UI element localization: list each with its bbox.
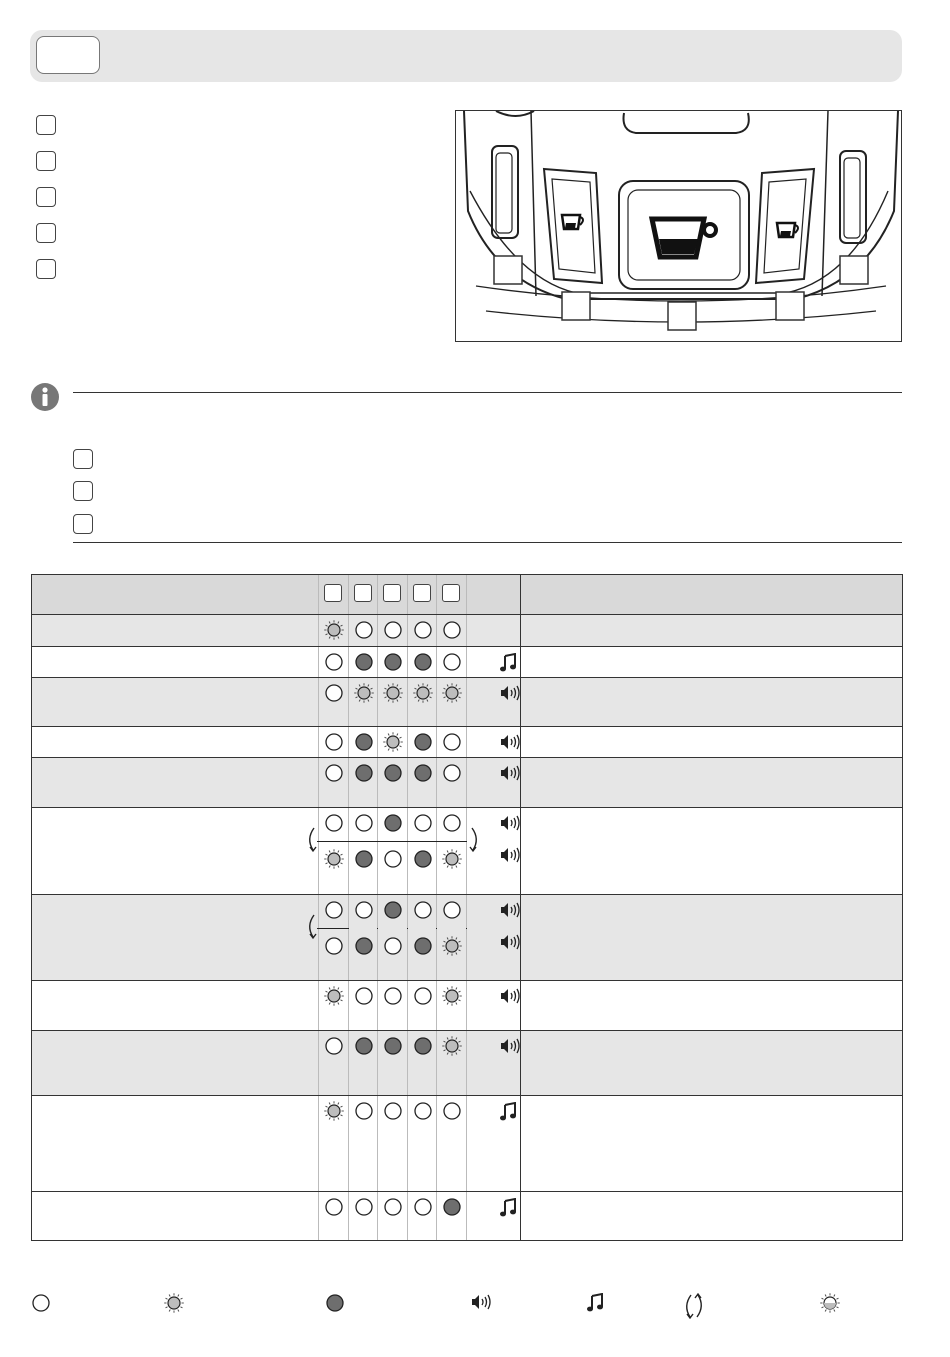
led-off-icon [324, 936, 344, 956]
led-off-icon [383, 1197, 403, 1217]
row-meaning [521, 678, 903, 727]
legend-beep [470, 1293, 492, 1316]
led-off-icon [354, 900, 374, 920]
led-cell-5 [437, 678, 467, 727]
table-row [32, 981, 903, 1031]
beep-icon [499, 684, 521, 702]
table-row [32, 1031, 903, 1096]
row-meaning [521, 758, 903, 808]
header-led-1 [319, 575, 349, 615]
info-item-box [73, 514, 93, 534]
info-item-box [73, 481, 93, 501]
legend-led-blink [164, 1293, 184, 1318]
led-cell-4 [408, 758, 437, 808]
led-off-icon [383, 986, 403, 1006]
led-off-icon [324, 652, 344, 672]
led-cell-3 [378, 1192, 408, 1241]
legend-melody [586, 1293, 604, 1318]
led-blink-icon [442, 683, 462, 703]
led-cell-5 [437, 1192, 467, 1241]
led-blink-icon [383, 732, 403, 752]
led-cell-1 [319, 758, 349, 808]
led-on-icon [354, 732, 374, 752]
led-cell-3 [378, 1031, 408, 1096]
led-off-icon [324, 683, 344, 703]
led-off-icon [354, 813, 374, 833]
beep-icon [499, 987, 521, 1005]
header-led-5 [437, 575, 467, 615]
led-cell-3 [378, 615, 408, 647]
led-blink-icon [324, 620, 344, 640]
beep-icon [499, 1037, 521, 1055]
row-state-label [32, 678, 319, 727]
led-off-icon [354, 1197, 374, 1217]
led-off-icon [442, 763, 462, 783]
sound-cell [467, 1192, 521, 1241]
led-off-icon [354, 620, 374, 640]
melody-icon [499, 653, 517, 673]
legend-led-on [325, 1293, 345, 1318]
led-cell-2 [349, 727, 378, 758]
header-led-3 [378, 575, 408, 615]
led-cell-4 [408, 1192, 437, 1241]
row-state-label [32, 1192, 319, 1241]
led-off-icon [324, 900, 344, 920]
led-off-icon [324, 732, 344, 752]
led-on-icon [413, 1036, 433, 1056]
melody-icon [499, 1102, 517, 1122]
row-state-label [32, 1031, 319, 1096]
led-cell-4 [408, 808, 437, 895]
led-cell-3 [378, 981, 408, 1031]
led-fade-icon [820, 1293, 840, 1313]
led-cell-5 [437, 1031, 467, 1096]
led-off-icon [442, 813, 462, 833]
led-cell-5 [437, 895, 467, 981]
table-row [32, 808, 903, 895]
section-number-box [36, 36, 100, 74]
led-cell-1 [319, 895, 349, 981]
row-meaning [521, 981, 903, 1031]
led-on-icon [354, 763, 374, 783]
led-off-icon [413, 900, 433, 920]
beep-icon [499, 814, 521, 832]
led-off-icon [324, 1036, 344, 1056]
row-meaning [521, 895, 903, 981]
led-cell-3 [378, 808, 408, 895]
led-on-icon [413, 849, 433, 869]
row-state-label [32, 808, 319, 895]
led-off-icon [383, 849, 403, 869]
legend-led-fade [820, 1293, 840, 1318]
led-cell-2 [349, 615, 378, 647]
led-cell-2 [349, 981, 378, 1031]
sound-cell [467, 808, 521, 895]
row-meaning [521, 615, 903, 647]
row-meaning [521, 647, 903, 678]
led-blink-icon [324, 1101, 344, 1121]
row-state-label [32, 981, 319, 1031]
led-off-icon [442, 652, 462, 672]
led-on-icon [413, 732, 433, 752]
led-cell-4 [408, 678, 437, 727]
led-cell-2 [349, 647, 378, 678]
led-off-icon [413, 1101, 433, 1121]
led-cell-4 [408, 981, 437, 1031]
led-cell-2 [349, 1192, 378, 1241]
led-off-icon [442, 900, 462, 920]
led-cell-5 [437, 1096, 467, 1192]
led-cell-1 [319, 647, 349, 678]
legend-led-off [31, 1293, 51, 1318]
sound-cell [467, 895, 521, 981]
led-cell-1 [319, 981, 349, 1031]
beep-icon [499, 846, 521, 864]
led-off-icon [442, 620, 462, 640]
led-blink-icon [164, 1293, 184, 1313]
table-row [32, 1192, 903, 1241]
led-blink-icon [442, 936, 462, 956]
header-led-4 [408, 575, 437, 615]
beep-icon [470, 1293, 492, 1311]
table-row [32, 678, 903, 727]
led-off-icon [413, 813, 433, 833]
info-item-box [73, 449, 93, 469]
led-on-icon [354, 849, 374, 869]
led-blink-icon [442, 986, 462, 1006]
led-cell-5 [437, 647, 467, 678]
beep-icon [499, 733, 521, 751]
table-header-row [32, 575, 903, 615]
led-cell-3 [378, 758, 408, 808]
row-state-label [32, 727, 319, 758]
melody-icon [499, 1198, 517, 1218]
row-state-label [32, 1096, 319, 1192]
led-on-icon [383, 1036, 403, 1056]
led-cell-1 [319, 678, 349, 727]
coffee-machine-drawing [456, 111, 902, 342]
row-meaning [521, 808, 903, 895]
led-on-icon [413, 763, 433, 783]
led-on-icon [383, 763, 403, 783]
header-state [32, 575, 319, 615]
led-off-icon [442, 1101, 462, 1121]
list-item-box [36, 187, 56, 207]
table-row [32, 647, 903, 678]
beep-icon [499, 901, 521, 919]
led-cell-1 [319, 1192, 349, 1241]
indicator-table [31, 574, 903, 1241]
led-cell-4 [408, 727, 437, 758]
sound-cell [467, 981, 521, 1031]
led-on-icon [354, 652, 374, 672]
beep-icon [499, 764, 521, 782]
led-cell-4 [408, 647, 437, 678]
led-on-icon [383, 813, 403, 833]
row-state-label [32, 758, 319, 808]
header-meaning [521, 575, 903, 615]
led-on-icon [413, 652, 433, 672]
led-cell-5 [437, 758, 467, 808]
list-item-box [36, 151, 56, 171]
alternate-icon [682, 1293, 706, 1319]
row-state-label [32, 895, 319, 981]
led-off-icon [354, 1101, 374, 1121]
led-cell-2 [349, 678, 378, 727]
led-off-icon [354, 986, 374, 1006]
header-sound [467, 575, 521, 615]
led-cell-2 [349, 758, 378, 808]
row-meaning [521, 1096, 903, 1192]
led-cell-5 [437, 727, 467, 758]
led-cell-5 [437, 808, 467, 895]
led-off-icon [413, 986, 433, 1006]
led-off-icon [324, 763, 344, 783]
led-off-icon [31, 1293, 51, 1313]
led-off-icon [442, 732, 462, 752]
led-cell-2 [349, 1096, 378, 1192]
sound-cell [467, 647, 521, 678]
led-blink-icon [324, 986, 344, 1006]
table-row [32, 615, 903, 647]
row-state-label [32, 615, 319, 647]
led-blink-icon [442, 849, 462, 869]
beep-icon [499, 933, 521, 951]
led-cell-2 [349, 1031, 378, 1096]
info-icon [30, 382, 60, 417]
row-meaning [521, 727, 903, 758]
legend-alternate [682, 1293, 706, 1324]
sound-cell [467, 678, 521, 727]
led-on-icon [354, 936, 374, 956]
led-off-icon [413, 620, 433, 640]
table-row [32, 1096, 903, 1192]
led-off-icon [383, 936, 403, 956]
table-row [32, 758, 903, 808]
sound-cell [467, 758, 521, 808]
led-blink-icon [383, 683, 403, 703]
row-meaning [521, 1192, 903, 1241]
led-blink-icon [442, 1036, 462, 1056]
row-state-label [32, 647, 319, 678]
led-cell-4 [408, 615, 437, 647]
led-cell-4 [408, 1096, 437, 1192]
led-on-icon [354, 1036, 374, 1056]
led-off-icon [383, 620, 403, 640]
led-off-icon [383, 1101, 403, 1121]
led-cell-1 [319, 1096, 349, 1192]
led-off-icon [413, 1197, 433, 1217]
info-top-rule [73, 392, 902, 393]
led-cell-1 [319, 615, 349, 647]
led-on-icon [383, 652, 403, 672]
led-cell-3 [378, 678, 408, 727]
sound-cell [467, 615, 521, 647]
led-cell-5 [437, 981, 467, 1031]
led-off-icon [324, 813, 344, 833]
info-bottom-rule [73, 542, 902, 543]
led-cell-5 [437, 615, 467, 647]
led-blink-icon [324, 849, 344, 869]
led-on-icon [442, 1197, 462, 1217]
led-blink-icon [354, 683, 374, 703]
sound-cell [467, 1096, 521, 1192]
list-item-box [36, 259, 56, 279]
led-cell-1 [319, 727, 349, 758]
table-row [32, 727, 903, 758]
led-cell-3 [378, 895, 408, 981]
melody-icon [586, 1293, 604, 1313]
row-meaning [521, 1031, 903, 1096]
list-item-box [36, 223, 56, 243]
led-cell-4 [408, 895, 437, 981]
header-led-2 [349, 575, 378, 615]
led-on-icon [383, 900, 403, 920]
led-cell-3 [378, 727, 408, 758]
led-cell-1 [319, 1031, 349, 1096]
sound-cell [467, 727, 521, 758]
table-row [32, 895, 903, 981]
led-cell-1 [319, 808, 349, 895]
led-cell-2 [349, 808, 378, 895]
led-on-icon [413, 936, 433, 956]
list-item-box [36, 115, 56, 135]
section-header-bar [30, 30, 902, 82]
control-panel-illustration [455, 110, 902, 342]
led-cell-2 [349, 895, 378, 981]
led-off-icon [324, 1197, 344, 1217]
led-cell-4 [408, 1031, 437, 1096]
led-on-icon [325, 1293, 345, 1313]
sound-cell [467, 1031, 521, 1096]
led-blink-icon [413, 683, 433, 703]
led-cell-3 [378, 647, 408, 678]
led-cell-3 [378, 1096, 408, 1192]
